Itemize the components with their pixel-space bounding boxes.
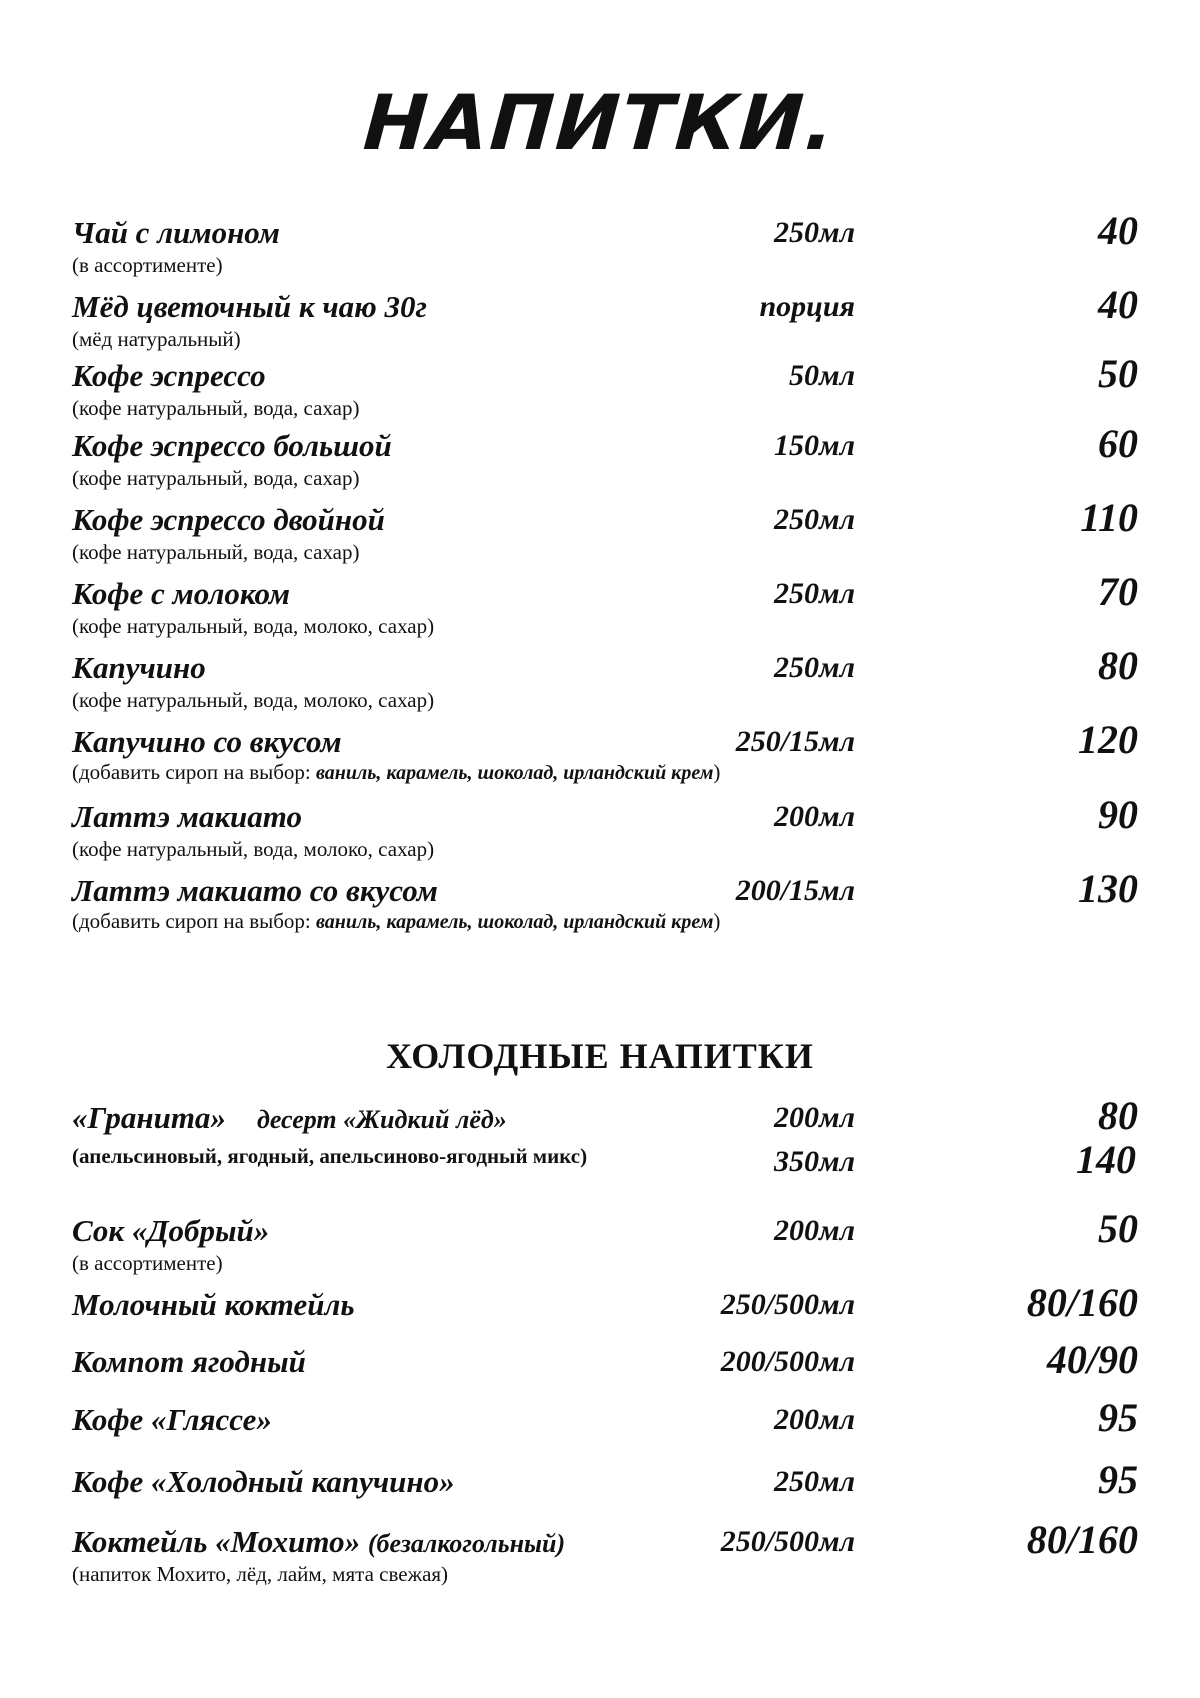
desc-prefix: (добавить сироп на выбор: (72, 909, 316, 933)
item-name: Сок «Добрый» (72, 1213, 270, 1248)
item-description: (апельсиновый, ягодный, апельсиново-ягодный микс) (72, 1144, 588, 1168)
item-name-sub: (безалкогольный) (367, 1529, 566, 1558)
item-price-large: 140 (1076, 1137, 1136, 1182)
item-volume: 250мл (774, 651, 855, 684)
item-volume: 250мл (774, 216, 855, 249)
syrup-options: ваниль, карамель, шоколад, ирландский крем (316, 911, 714, 933)
menu-item (0, 643, 1200, 712)
desc-suffix: ) (713, 760, 721, 784)
item-volume: 250мл (774, 577, 855, 610)
item-volume: 200мл (774, 1214, 855, 1247)
menu-item (0, 1517, 1200, 1586)
page-title: НАПИТКИ. (360, 78, 840, 167)
item-name: Мёд цветочный к чаю 30г (72, 289, 427, 324)
item-description: (напиток Мохито, лёд, лайм, мята свежая) (72, 1562, 449, 1586)
item-name (72, 1524, 565, 1562)
item-volume: 250/500мл (720, 1288, 855, 1321)
desc-prefix: (добавить сироп на выбор: (72, 760, 316, 784)
menu-item (0, 1457, 1200, 1524)
item-description: (в ассортименте) (72, 1251, 223, 1275)
item-volume: порция (759, 290, 855, 323)
item-price: 80/160 (1026, 1280, 1138, 1325)
item-description: (мёд натуральный) (72, 327, 241, 351)
item-description: (кофе натуральный, вода, молоко, сахар) (72, 688, 435, 712)
item-name: Латтэ макиато со вкусом (72, 873, 438, 908)
item-name: Кофе эспрессо двойной (72, 502, 385, 537)
menu-item (0, 495, 1200, 564)
item-price: 110 (1080, 495, 1138, 540)
item-name: Капучино (72, 650, 206, 685)
item-price: 50 (1098, 1206, 1138, 1251)
menu-item (0, 866, 1200, 933)
item-price: 40 (1098, 282, 1138, 327)
item-description (72, 909, 720, 934)
item-volume: 200мл (774, 1101, 855, 1134)
menu-item (0, 1337, 1200, 1404)
item-name: Кофе эспрессо (72, 358, 266, 393)
item-price: 80/160 (1026, 1517, 1138, 1562)
item-description: (кофе натуральный, вода, сахар) (72, 540, 360, 564)
item-name-main: «Гранита» (72, 1100, 226, 1135)
menu-item (0, 208, 1200, 277)
item-price: 40 (1098, 208, 1138, 253)
item-price: 95 (1098, 1395, 1138, 1440)
menu-item (0, 1280, 1200, 1347)
item-price: 60 (1098, 421, 1138, 466)
item-description: (кофе натуральный, вода, молоко, сахар) (72, 837, 435, 861)
item-price: 90 (1098, 792, 1138, 837)
item-volume: 250мл (774, 503, 855, 536)
menu-item (0, 1093, 1200, 1182)
item-name: Кофе с молоком (72, 576, 291, 611)
item-description: (кофе натуральный, вода, сахар) (72, 466, 360, 490)
syrup-options: ваниль, карамель, шоколад, ирландский крем (316, 762, 714, 784)
item-name: Молочный коктейль (72, 1287, 355, 1322)
item-volume: 250/500мл (720, 1525, 855, 1558)
menu-item (0, 792, 1200, 861)
menu-item (0, 569, 1200, 638)
item-volume-large: 350мл (774, 1145, 855, 1178)
item-price: 130 (1078, 866, 1138, 911)
menu-item (0, 421, 1200, 490)
item-volume: 200мл (774, 1403, 855, 1436)
item-volume: 200/500мл (720, 1345, 855, 1378)
item-price: 40/90 (1046, 1337, 1138, 1382)
item-name: Кофе «Холодный капучино» (72, 1464, 455, 1499)
item-name (72, 1100, 507, 1138)
item-volume: 250/15мл (735, 725, 855, 758)
item-price: 80 (1098, 643, 1138, 688)
item-name: Латтэ макиато (72, 799, 303, 834)
menu-item (0, 1395, 1200, 1462)
menu-item (0, 717, 1200, 784)
menu-item (0, 351, 1200, 420)
item-volume: 150мл (774, 429, 855, 462)
item-name: Капучино со вкусом (72, 724, 342, 759)
item-name-sub: десерт «Жидкий лёд» (256, 1105, 507, 1134)
desc-suffix: ) (713, 909, 721, 933)
item-price: 120 (1078, 717, 1138, 762)
item-name: Чай с лимоном (72, 215, 280, 250)
item-volume: 200/15мл (735, 874, 855, 907)
menu-item (0, 1206, 1200, 1275)
item-name: Кофе эспрессо большой (72, 428, 392, 463)
item-description: (кофе натуральный, вода, молоко, сахар) (72, 614, 435, 638)
item-description: (в ассортименте) (72, 253, 223, 277)
item-volume: 250мл (774, 1465, 855, 1498)
item-volume: 200мл (774, 800, 855, 833)
item-description (72, 760, 720, 785)
item-price: 70 (1098, 569, 1138, 614)
item-description: (кофе натуральный, вода, сахар) (72, 396, 360, 420)
item-volume: 50мл (789, 359, 855, 392)
item-name-main: Коктейль «Мохито» (72, 1524, 361, 1559)
section-title-cold-drinks: ХОЛОДНЫЕ НАПИТКИ (386, 1036, 814, 1076)
item-name: Компот ягодный (72, 1344, 306, 1379)
item-price: 50 (1098, 351, 1138, 396)
item-price: 95 (1098, 1457, 1138, 1502)
item-name: Кофе «Гляссе» (72, 1402, 272, 1437)
menu-item (0, 282, 1200, 351)
item-price: 80 (1098, 1093, 1138, 1138)
